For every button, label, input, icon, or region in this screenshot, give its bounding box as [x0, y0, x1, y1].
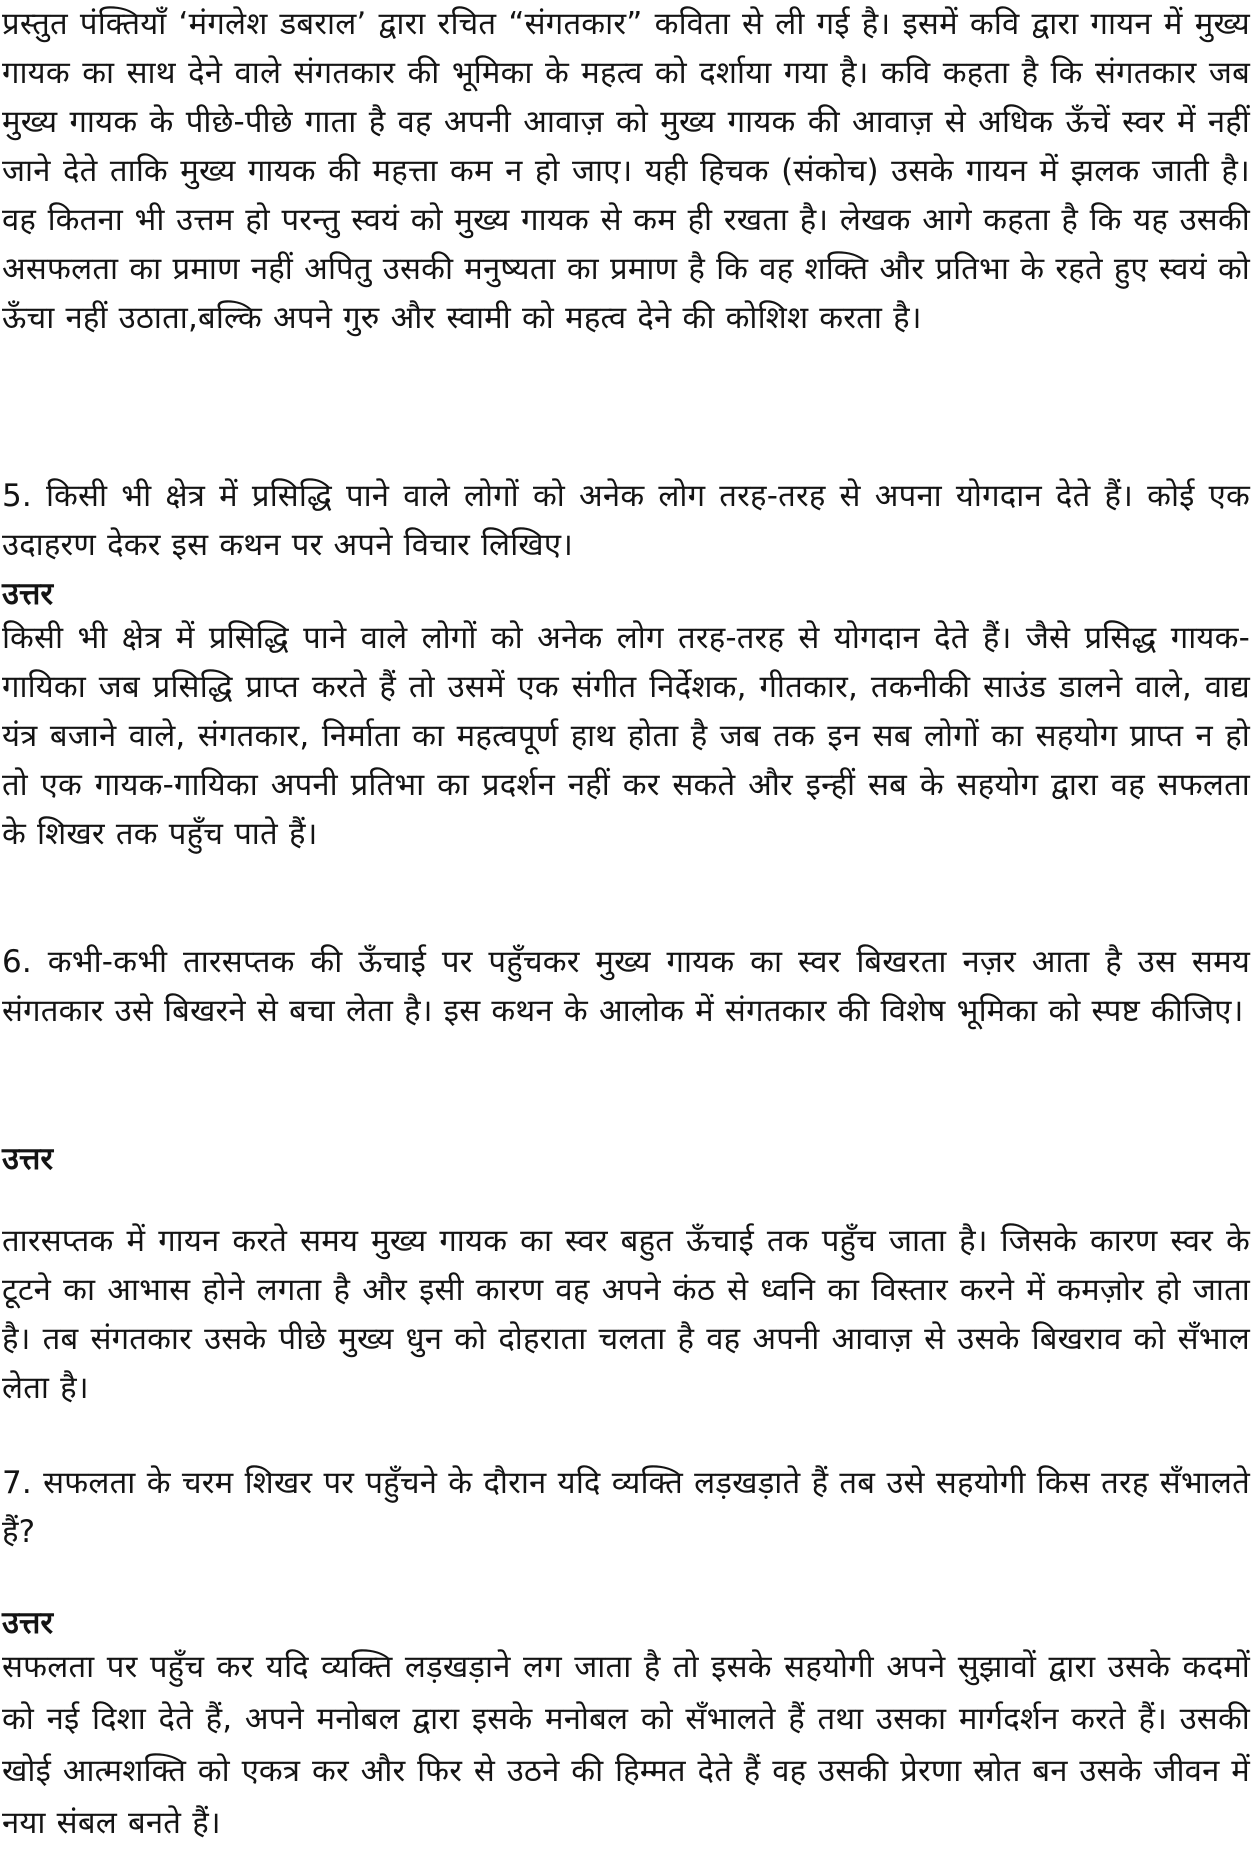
answer-7-block [2, 1641, 1250, 1849]
question-5-block [2, 472, 1250, 570]
intro-section [2, 0, 1250, 343]
question-6-block [2, 938, 1250, 1036]
answer-5-heading-block [2, 574, 1250, 614]
answer-5-text: किसी भी क्षेत्र में प्रसिद्धि पाने वाले लोगों को अनेक लोग तरह-तरह से योगदान देते हैं। जैसे प्रसिद्ध गायक-गायिका जब प्रसिद्धि प्राप्त करते हैं तो उसमें एक संगीत निर्देशक, गीतकार, तकनीकी साउंड डालने वाले, वाद्य यंत्र बजाने वाले, संगतकार, निर्माता का महत्वपूर्ण हाथ होता है जब तक इन सब लोगों का सहयोग प्राप्त न हो तो एक गायक-गायिका अपनी प्रतिभा का प्रदर्शन नहीं कर सकते और इन्हीं सब के सहयोग द्वारा वह सफलता के शिखर तक पहुँच पाते हैं। [2, 620, 1250, 852]
answer-6-text: तारसप्तक में गायन करते समय मुख्य गायक का स्वर बहुत ऊँचाई तक पहुँच जाता है। जिसके कारण स्वर के टूटने का आभास होने लगता है और इसी कारण वह अपने कंठ से ध्वनि का विस्तार करने में कमज़ोर हो जाता है। तब संगतकार उसके पीछे मुख्य धुन को दोहराता चलता है वह अपनी आवाज़ से उसके बिखराव को सँभाल लेता है। [2, 1223, 1250, 1406]
answer-6-heading-block [2, 1139, 1250, 1179]
answer-6-heading: उत्तर [2, 1141, 54, 1177]
answer-7-text: सफलता पर पहुँच कर यदि व्यक्ति लड़खड़ाने लग जाता है तो इसके सहयोगी अपने सुझावों द्वारा उसके कदमों को नई दिशा देते हैं, अपने मनोबल द्वारा इसके मनोबल को सँभालते हैं तथा उसका मार्गदर्शन करते हैं। उसकी खोई आत्मशक्ति को एकत्र कर और फिर से उठने की हिम्मत देते हैं वह उसकी प्रेरणा स्रोत बन उसके जीवन में नया संबल बनते हैं। [2, 1649, 1250, 1841]
question-7-block [2, 1459, 1250, 1557]
question-5-text: 5. किसी भी क्षेत्र में प्रसिद्धि पाने वाले लोगों को अनेक लोग तरह-तरह से अपना योगदान देते हैं। कोई एक उदाहरण देकर इस कथन पर अपने विचार लिखिए। [2, 478, 1250, 563]
answer-7-heading-block [2, 1603, 1250, 1643]
answer-7-heading: उत्तर [2, 1605, 54, 1641]
question-6-text: 6. कभी-कभी तारसप्तक की ऊँचाई पर पहुँचकर मुख्य गायक का स्वर बिखरता नज़र आता है उस समय संगतकार उसे बिखरने से बचा लेता है। इस कथन के आलोक में संगतकार की विशेष भूमिका को स्पष्ट कीजिए। [2, 944, 1250, 1029]
answer-5-heading: उत्तर [2, 576, 54, 612]
intro-paragraph: प्रस्तुत पंक्तियाँ ‘मंगलेश डबराल’ द्वारा रचित “संगतकार” कविता से ली गई है। इसमें कवि द्वारा गायन में मुख्य गायक का साथ देने वाले संगतकार की भूमिका के महत्व को दर्शाया गया है। कवि कहता है कि संगतकार जब मुख्य गायक के पीछे-पीछे गाता है वह अपनी आवाज़ को मुख्य गायक की आवाज़ से अधिक ऊँचें स्वर में नहीं जाने देते ताकि मुख्य गायक की महत्ता कम न हो जाए। यही हिचक (संकोच) उसके गायन में झलक जाती है। वह कितना भी उत्तम हो परन्तु स्वयं को मुख्य गायक से कम ही रखता है। लेखक आगे कहता है कि यह उसकी असफलता का प्रमाण नहीं अपितु उसकी मनुष्यता का प्रमाण है कि वह शक्ति और प्रतिभा के रहते हुए स्वयं को ऊँचा नहीं उठाता,बल्कि अपने गुरु और स्वामी को महत्व देने की कोशिश करता है। [2, 6, 1250, 336]
answer-6-block [2, 1217, 1250, 1413]
question-7-text: 7. सफलता के चरम शिखर पर पहुँचने के दौरान यदि व्यक्ति लड़खड़ाते हैं तब उसे सहयोगी किस तरह सँभालते हैं? [2, 1465, 1250, 1550]
answer-5-block [2, 614, 1250, 859]
